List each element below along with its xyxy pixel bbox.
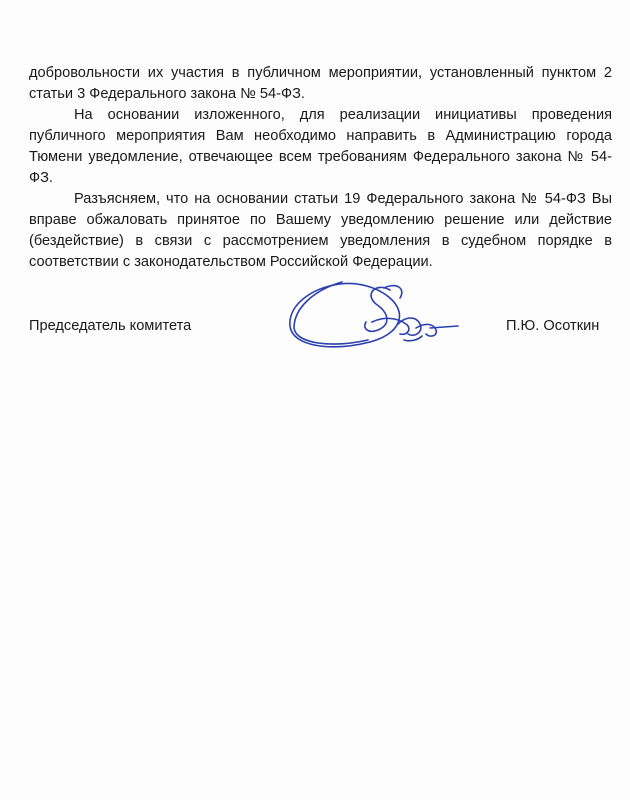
- document-body: [29, 63, 612, 273]
- paragraph-appeal-right: Разъясняем, что на основании статьи 19 Федерального закона № 54-ФЗ Вы вправе обжаловать принятое по Вашему уведомлению решение или действие (бездействие) в связи с рассмотрением уведомления в судебном порядке в соответствии с законодательством Российской Федерации.: [29, 191, 612, 270]
- paragraph-continuation: добровольности их участия в публичном мероприятии, установленный пунктом 2 статьи 3 Федерального закона № 54-ФЗ.: [29, 65, 612, 102]
- handwritten-signature-icon: [280, 268, 470, 358]
- signatory-name: П.Ю. Осоткин: [506, 318, 600, 334]
- paragraph-notification-requirement: На основании изложенного, для реализации инициативы проведения публичного мероприятия Вам необходимо направить в Администрацию города Тюмени уведомление, отвечающее всем требованиям Федерального закона № 54-ФЗ.: [29, 107, 612, 186]
- signatory-role: Председатель комитета: [29, 318, 192, 334]
